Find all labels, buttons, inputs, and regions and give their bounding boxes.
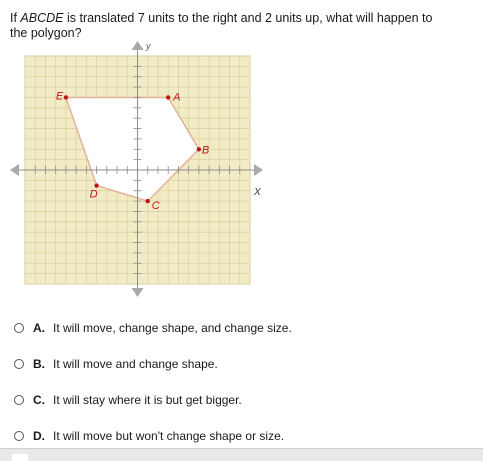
choice-c-letter: C. [33,393,45,407]
arrow-down-icon [132,288,144,297]
point-a [166,95,170,99]
question-text [10,11,450,41]
arrow-up-icon [132,41,144,50]
polygon-name: ABCDE [20,11,64,25]
choice-b-letter: B. [33,357,45,371]
point-c [146,199,150,203]
choice-d-letter: D. [33,429,45,443]
choice-b[interactable] [14,354,218,374]
arrow-right-icon [254,164,263,176]
radio-c[interactable] [14,395,24,405]
choice-a[interactable] [14,318,292,338]
point-label-b: B [201,144,210,157]
radio-b[interactable] [14,359,24,369]
point-d [94,183,98,187]
choice-c[interactable] [14,390,242,410]
y-axis-label: y [146,41,151,51]
choice-a-letter: A. [33,321,45,335]
x-axis-label: X [254,187,261,198]
point-e [64,95,68,99]
point-label-e: E [55,90,64,103]
choice-c-text: It will stay where it is but get bigger. [53,393,242,407]
question-prefix: If [10,11,21,25]
bottom-bar [0,448,483,461]
point-label-d: D [89,188,98,201]
choice-b-text: It will move and change shape. [53,357,218,371]
radio-d[interactable] [14,431,24,441]
point-b [197,147,201,151]
point-label-c: C [151,200,160,213]
choice-d[interactable] [14,426,284,446]
choice-a-text: It will move, change shape, and change size. [53,321,292,335]
radio-a[interactable] [14,323,24,333]
question-suffix: is translated 7 units to the right and 2 units up, what will happen to the polygon? [10,11,433,40]
coordinate-graph [0,38,483,303]
arrow-left-icon [10,164,19,176]
choice-d-text: It will move but won't change shape or size. [53,429,285,443]
point-label-a: A [173,91,181,104]
